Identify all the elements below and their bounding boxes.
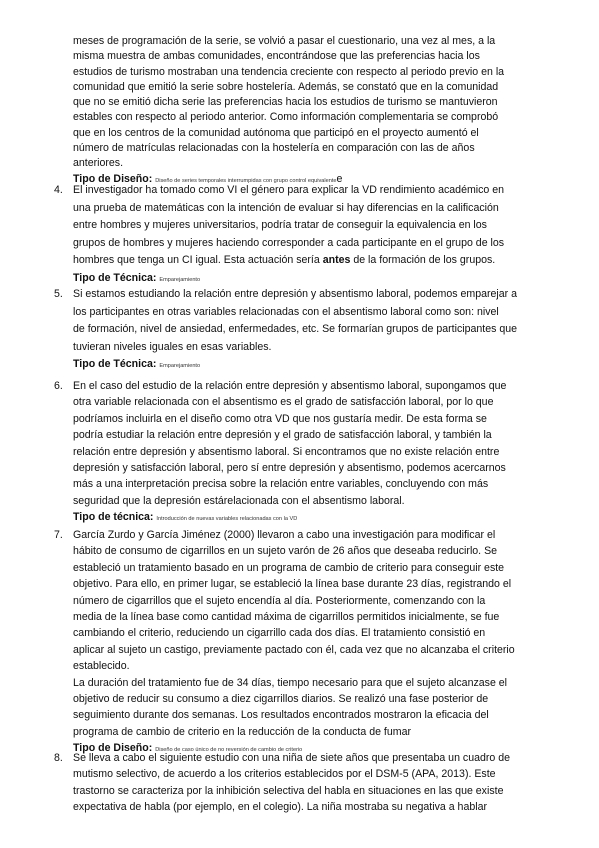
technique-type-label: Tipo de Técnica:	[73, 358, 157, 371]
text-line: objetivo de reducir su consumo a diez cigarrillos diarios. Se realizó una fase posterior de	[73, 693, 489, 706]
text-line: aplicar al sujeto un castigo, previamente pactado con él, cada vez que no alcanzaba el criterio	[73, 643, 515, 656]
text-fragment: de la formación de los grupos.	[350, 254, 496, 267]
text-fragment: hombres que tenga un CI igual. Esta actuación sería	[73, 254, 323, 267]
technique-type-line	[73, 356, 563, 376]
trailing-char: e	[336, 172, 343, 185]
item-number: 7.	[54, 529, 63, 541]
text-line: cambiando el criterio, reduciendo un cigarrillo cada dos días. El tratamiento consistió en	[73, 627, 486, 640]
text-line: relación entre depresión y absentismo laboral. Si encontramos que no existe relación entre	[73, 445, 500, 458]
technique-type-label: Tipo de Técnica:	[73, 271, 157, 284]
text-line: programa de cambio de criterio en la reducción de la conducta de fumar	[73, 725, 412, 738]
item-8	[73, 750, 563, 816]
text-line: que no se emitió dicha serie las preferencias hacia los estudios de turismo se mantuvieron	[73, 96, 498, 109]
text-line: estudios de turismo mostraban una tendencia creciente con respecto al periodo previo en la	[73, 65, 505, 78]
text-line: anteriores.	[73, 157, 124, 170]
text-line: número de cigarrillos que el sujeto encendía al día. Posteriormente, comenzando con la	[73, 594, 486, 607]
text-line: otra variable relacionada con el absentismo es el grado de satisfacción laboral, por lo que	[73, 396, 494, 409]
text-line: En el caso del estudio de la relación entre depresión y absentismo laboral, supongamos que	[73, 380, 507, 392]
text-line: podríamos incluirla en el diseño como otra VD que nos gustaría medir. De esta forma se	[73, 412, 487, 425]
text-line: expectativa de habla (por ejemplo, en el colegio). La niña mostraba su negativa a hablar	[73, 801, 488, 814]
text-line: objetivo. Para ello, en primer lugar, se estableció la línea base durante 23 días, registrando el	[73, 578, 512, 591]
technique-type-answer: Introducción de nuevas variables relacionadas con la VD	[156, 516, 298, 523]
text-line: trastorno se caracteriza por la inhibición selectiva del habla en situaciones en las que existe	[73, 784, 504, 797]
item-7	[73, 527, 563, 759]
emphasis-text: antes	[322, 254, 351, 267]
technique-type-label: Tipo de técnica:	[73, 511, 154, 524]
text-line: hábito de consumo de cigarrillos en un sujeto varón de 26 años que deseaba reducirlo. Se	[73, 545, 498, 558]
design-type-label: Tipo de Diseño:	[73, 172, 153, 185]
text-line: García Zurdo y García Jiménez (2000) llevaron a cabo una investigación para modificar el	[73, 529, 496, 541]
text-line: estables con respecto al periodo anterior. Como información complementaria se comprobó	[73, 111, 499, 124]
technique-type-line	[73, 509, 563, 527]
design-type-label: Tipo de Diseño:	[73, 742, 153, 755]
design-type-answer: Diseño de caso único de no reversión de cambio de criterio	[155, 747, 303, 754]
item-4	[73, 182, 563, 290]
text-line	[73, 252, 563, 270]
text-line: misma muestra de ambas comunidades, encontrándose que las preferencias hacia los	[73, 50, 480, 63]
design-type-answer: Diseño de series temporales interrumpidas con grupo control equivalente	[155, 177, 337, 184]
item-number: 4.	[54, 184, 63, 196]
text-line: que en los centros de la comunidad autónoma que participó en el proyecto aumentó el	[73, 126, 479, 139]
text-line: La duración del tratamiento fue de 34 días, tiempo necesario para que el sujeto alcanzase el	[73, 676, 508, 689]
text-line: establecido.	[73, 660, 130, 673]
text-line: los participantes en otras variables relacionadas con el absentismo laboral como son: nivel	[73, 305, 499, 318]
text-line: de formación, nivel de ansiedad, enfermedades, etc. Se formarían grupos de participantes que	[73, 323, 518, 336]
text-line: comunidad que emitió la serie sobre hostelería. Además, se constató que en la comunidad	[73, 80, 499, 93]
item-5	[73, 286, 563, 376]
item-number: 5.	[54, 288, 63, 300]
text-line: Si estamos estudiando la relación entre depresión y absentismo laboral, podemos emparejar a	[73, 288, 518, 300]
text-line: meses de programación de la serie, se volvió a pasar el cuestionario, una vez al mes, a la	[73, 35, 496, 47]
item-number: 8.	[54, 752, 63, 764]
technique-type-answer: Emparejamiento	[159, 276, 201, 283]
text-line: podría estudiar la relación entre depresión y el grado de satisfacción laboral, y también la	[73, 429, 492, 442]
text-line: más a una interpretación precisa sobre la relación entre variables, concluyendo con más	[73, 478, 489, 491]
text-line: seguimiento durante dos semanas. Los resultados encontrados mostraron la eficacia del	[73, 709, 489, 722]
text-line: tuvieran niveles iguales en esas variables.	[73, 340, 272, 353]
text-line: depresión y satisfacción laboral, pero sí entre depresión y absentismo, podemos acercarnos	[73, 462, 506, 475]
text-line: Se lleva a cabo el siguiente estudio con una niña de siete años que presentaba un cuadro de	[73, 752, 511, 764]
text-line: una prueba de matemáticas con la intención de evaluar si hay diferencias en la calificación	[73, 201, 499, 214]
text-line: mutismo selectivo, de acuerdo a los criterios establecidos por el DSM-5 (APA, 2013). Este	[73, 768, 496, 781]
text-line: media de la línea base como cantidad máxima de cigarrillos permitidos inicialmente, se fue	[73, 611, 500, 624]
text-line: número de matrículas relacionadas con la hostelería en comparación con las de años	[73, 142, 475, 155]
intro-paragraph	[73, 34, 563, 189]
text-line: entre hombres y mujeres universitarios, podría tratar de conseguir la equivalencia en los	[73, 219, 487, 232]
item-number: 6.	[54, 380, 63, 392]
text-line: El investigador ha tomado como VI el género para explicar la VD rendimiento académico en	[73, 184, 505, 196]
item-6	[73, 378, 563, 528]
text-line: estableció un tratamiento basado en un programa de cambio de criterio para conseguir este	[73, 561, 505, 574]
text-line: grupos de hombres y mujeres haciendo corresponder a cada participante en el grupo de los	[73, 236, 505, 249]
technique-type-answer: Emparejamiento	[159, 363, 201, 370]
text-line: seguridad que la depresión estárelacionada con el absentismo laboral.	[73, 494, 405, 507]
